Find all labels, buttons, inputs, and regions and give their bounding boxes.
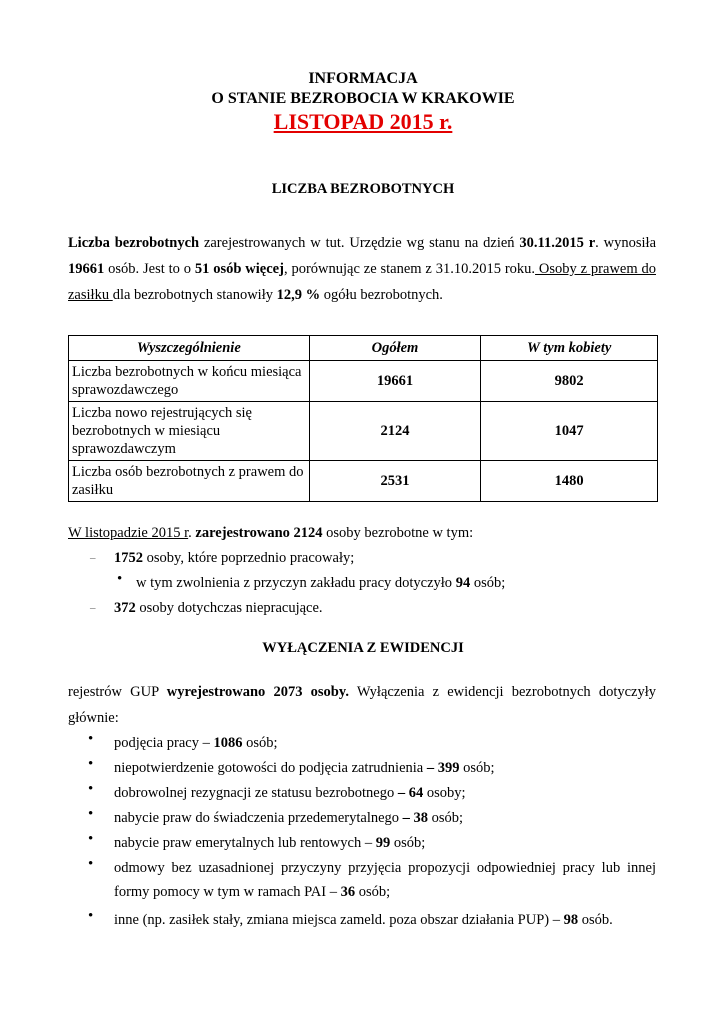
header-period: LISTOPAD 2015 r. [273,109,453,134]
bullet-icon: • [88,856,94,872]
bullet-icon: • [117,571,123,587]
table-header-row [69,336,658,361]
table-cell-label: Liczba osób bezrobotnych z prawem do zasiłku [69,461,310,502]
table-cell-total: 19661 [309,361,481,402]
table-header-cell: Wyszczególnienie [69,336,310,361]
list-item: nabycie praw do świadczenia przedemerytalnego – 38 osób; [114,810,464,826]
bullet-icon: • [88,831,94,847]
table-row [69,361,658,402]
table-cell-women: 1047 [481,402,658,461]
table-row [69,461,658,502]
table-cell-total: 2124 [309,402,481,461]
list-item: podjęcia pracy – 1086 osób; [114,735,278,751]
bullet-icon: • [88,756,94,772]
bullet-icon: • [88,781,94,797]
list-item: inne (np. zasiłek stały, zmiana miejsca zameld. poza obszar działania PUP) – 98 osób. [114,912,613,928]
dash-bullet-icon: – [90,552,96,564]
table-cell-women: 9802 [481,361,658,402]
paragraph-deregistrations: rejestrów GUP wyrejestrowano 2073 osoby. Wyłączenia z ewidencji bezrobotnych dotyczyły głównie: [68,684,657,726]
table-cell-label: Liczba bezrobotnych w końcu miesiąca sprawozdawczego [69,361,310,402]
list-item: 372 osoby dotychczas niepracujące. [114,600,323,616]
dash-bullet-icon: – [90,602,96,614]
list-item: nabycie praw emerytalnych lub rentowych – 99 osób; [114,835,426,851]
table-cell-total: 2531 [309,461,481,502]
table-cell-label: Liczba nowo rejestrujących się bezrobotnych w miesiącu sprawozdawczym [69,402,310,461]
list-item: odmowy bez uzasadnionej przyczyny przyjęcia propozycji odpowiedniej pracy lub innej formy pomocy w tym w ramach PAI – 36 osób; [114,860,656,900]
header-subtitle: O STANIE BEZROBOCIA W KRAKOWIE [211,90,515,107]
bullet-icon: • [88,908,94,924]
paragraph-unemployed: Liczba bezrobotnych zarejestrowanych w tut. Urzędzie wg stanu na dzień 30.11.2015 r. wynosiła 19661 osób. Jest to o 51 osób więcej, porównując ze stanem z 31.10.2015 roku. Osoby z prawem do zasiłku dla bezrobotnych stanowiły 12,9 % ogółu bezrobotnych. [68,235,657,303]
header-title: INFORMACJA [308,70,418,87]
table-header-cell: W tym kobiety [481,336,658,361]
table-header-cell: Ogółem [309,336,481,361]
table-row [69,402,658,461]
list-item: w tym zwolnienia z przyczyn zakładu pracy dotyczyło 94 osób; [136,575,506,591]
table-cell-women: 1480 [481,461,658,502]
list-item: dobrowolnej rezygnacji ze statusu bezrobotnego – 64 osoby; [114,785,466,801]
list-item: 1752 osoby, które poprzednio pracowały; [114,550,355,566]
bullet-icon: • [88,731,94,747]
section-title-deregistrations: WYŁĄCZENIA Z EWIDENCJI [262,640,464,656]
list-item: niepotwierdzenie gotowości do podjęcia zatrudnienia – 399 osób; [114,760,495,776]
paragraph-registered: W listopadzie 2015 r. zarejestrowano 2124 osoby bezrobotne w tym: [68,525,474,541]
statistics-table [68,335,658,502]
bullet-icon: • [88,806,94,822]
section-title-unemployed: LICZBA BEZROBOTNYCH [271,181,455,197]
